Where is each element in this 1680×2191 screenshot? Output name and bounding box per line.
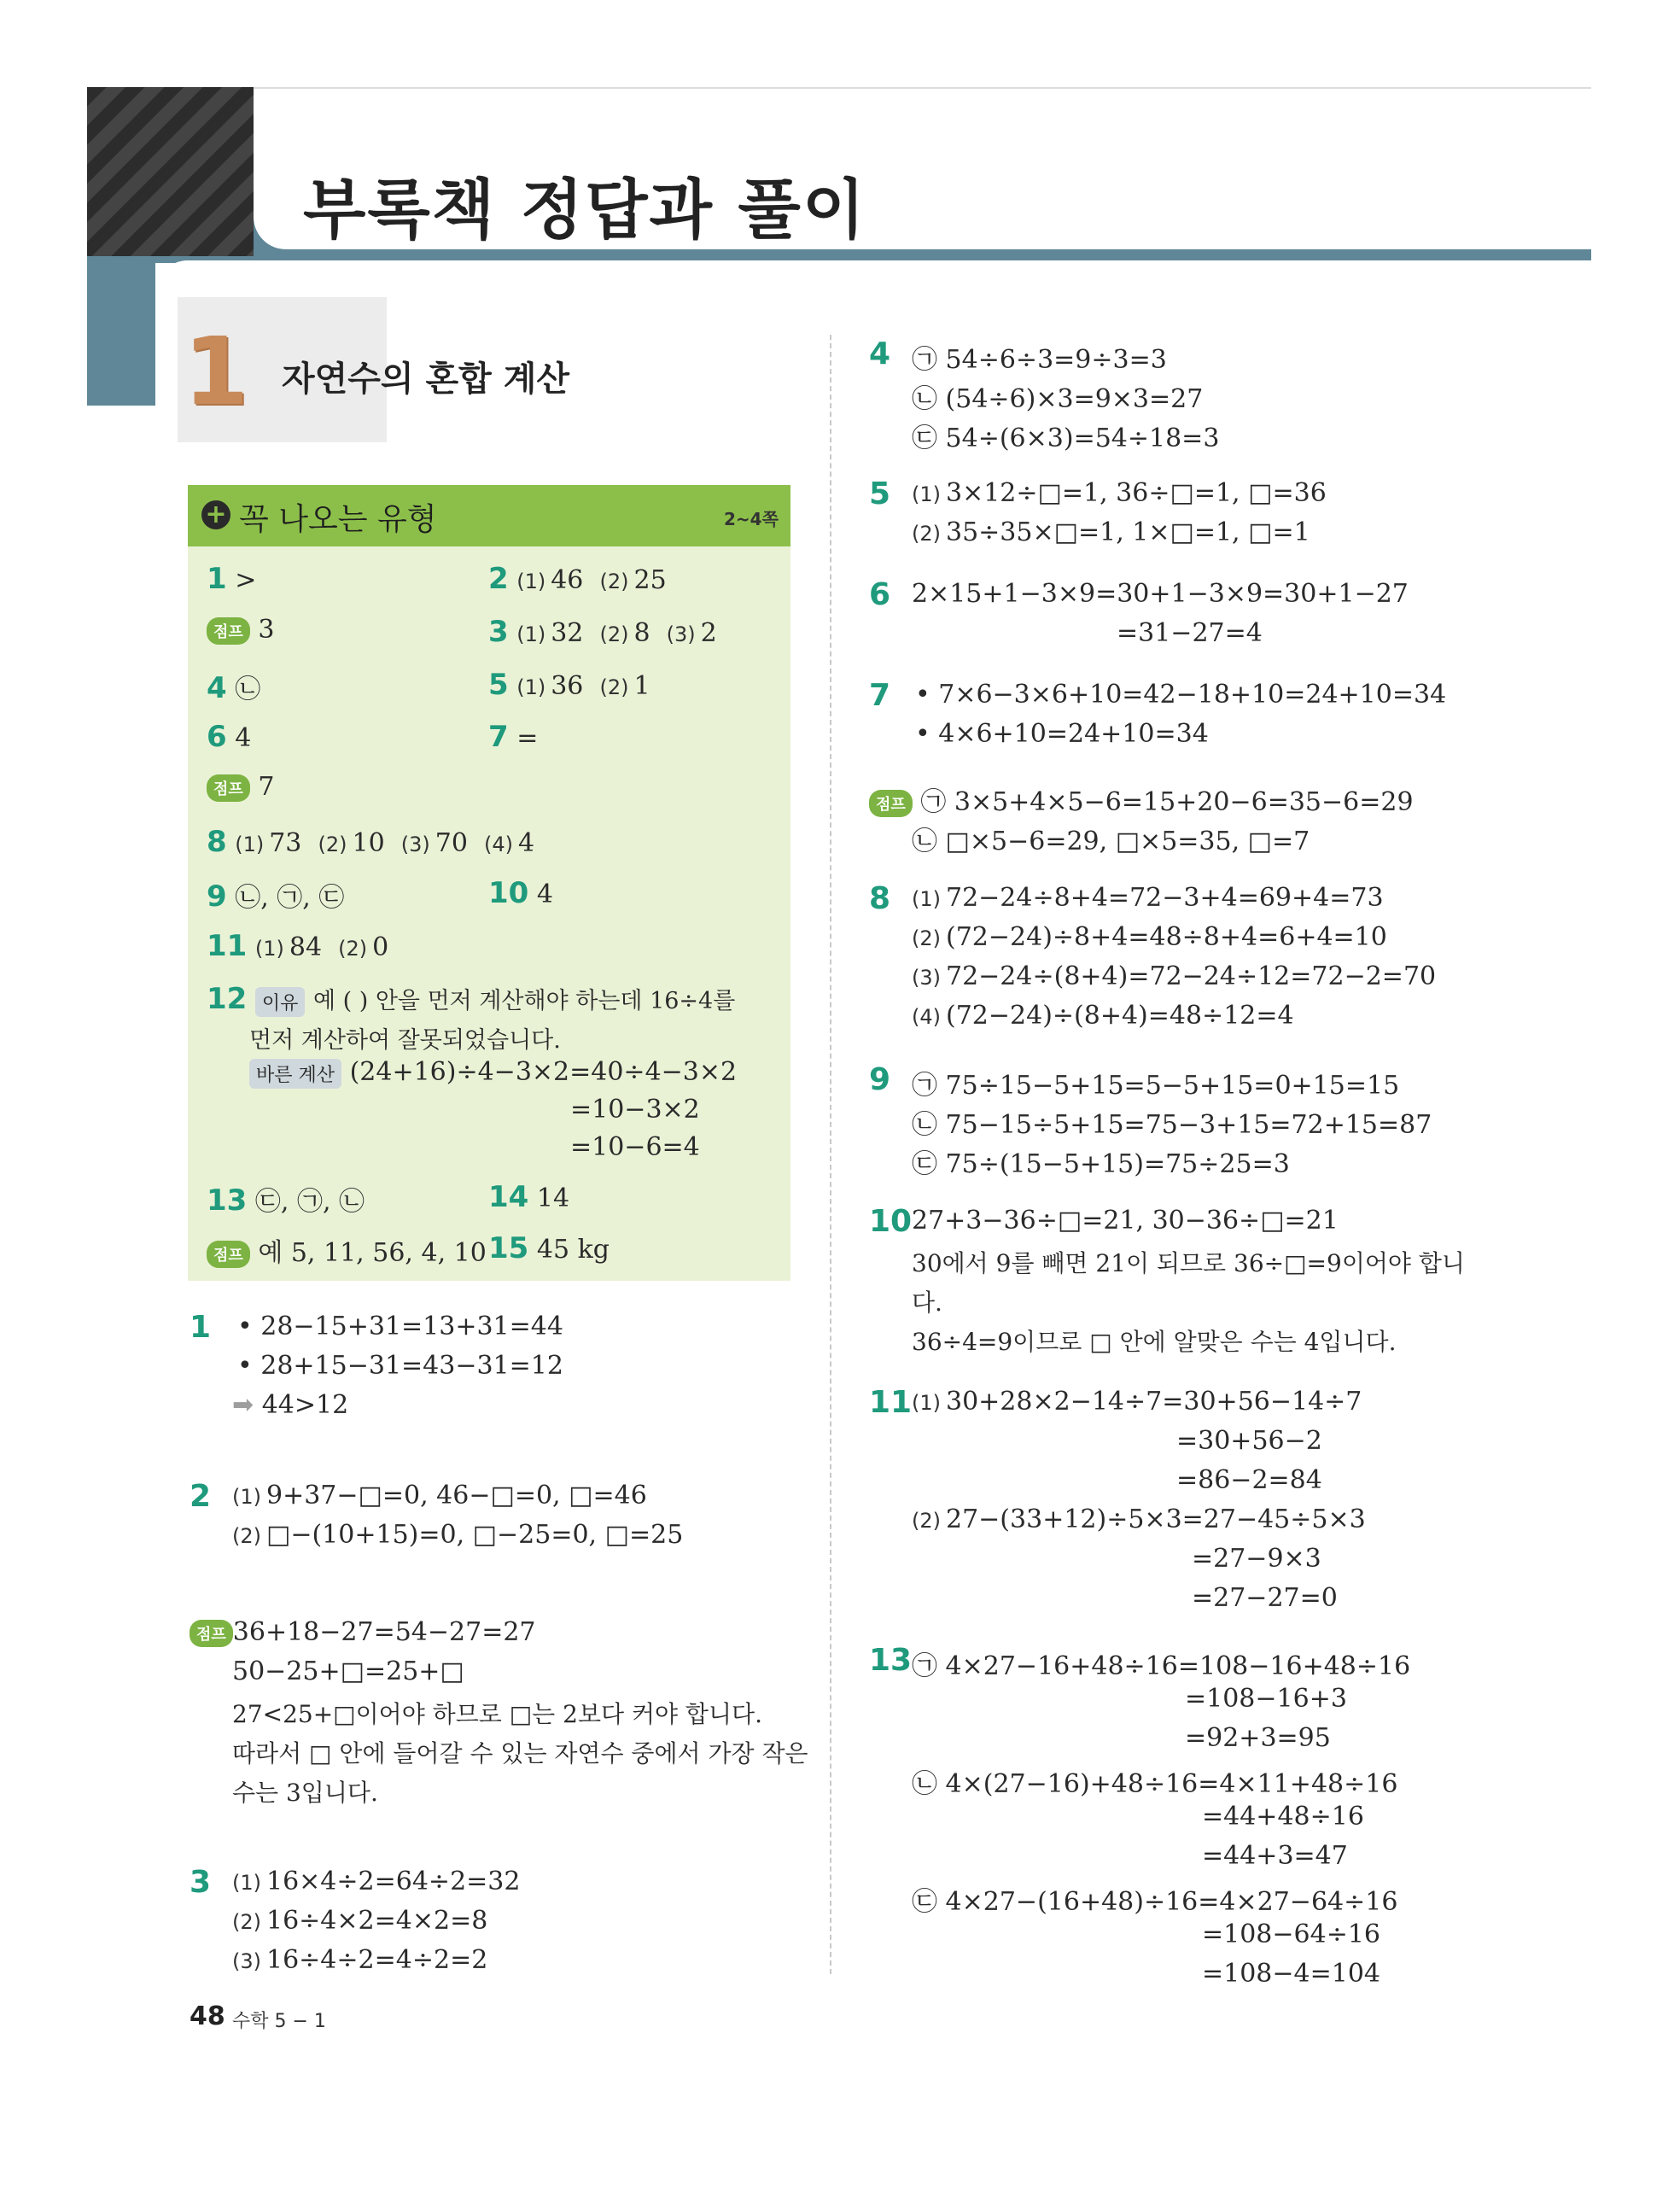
- answer-14: 14 14: [488, 1180, 570, 1214]
- answer-jump-2: 점프 7: [207, 772, 274, 802]
- solution-2-line1: (1) 9+37−□=0, 46−□=0, □=46: [232, 1481, 647, 1510]
- solution-jump-line5: 수는 3입니다.: [232, 1779, 378, 1807]
- solution-9-number: 9: [869, 1062, 891, 1097]
- jump-badge: 점프: [869, 790, 913, 817]
- solution-9-line1: ㉠ 75÷15−5+15=5−5+15=0+15=15: [912, 1071, 1400, 1101]
- calc-tag: 바른 계산: [249, 1059, 341, 1089]
- header-band-side: [87, 256, 155, 406]
- answer-box-title: 꼭 나오는 유형: [239, 502, 437, 537]
- solution-jump-line2: 50−25+□=25+□: [232, 1656, 464, 1686]
- solution-jump-line3: 27<25+□이어야 하므로 □는 2보다 커야 합니다.: [232, 1700, 762, 1728]
- solution-4-line3: ㉢ 54÷(6×3)=54÷18=3: [912, 424, 1220, 453]
- solution-13-line8: =108−64÷16: [1202, 1919, 1381, 1949]
- solution-13-line5: =44+48÷16: [1202, 1802, 1364, 1832]
- solution-jump-r-line1: 점프 ㉠ 3×5+4×5−6=15+20−6=35−6=29: [869, 780, 1414, 818]
- solution-8-line3: (3) 72−24÷(8+4)=72−24÷12=72−2=70: [912, 961, 1437, 991]
- solution-13-line1: ㉠ 4×27−16+48÷16=108−16+48÷16: [912, 1651, 1411, 1681]
- solution-13-number: 13: [869, 1643, 913, 1678]
- solution-1-line1: • 28−15+31=13+31=44: [237, 1312, 563, 1341]
- solution-6-line1: 2×15+1−3×9=30+1−3×9=30+1−27: [912, 579, 1409, 609]
- solution-13-line6: =44+3=47: [1202, 1841, 1348, 1871]
- solution-4-number: 4: [869, 336, 891, 371]
- solution-9-line3: ㉢ 75÷(15−5+15)=75÷25=3: [912, 1149, 1290, 1179]
- solution-3-line2: (2) 16÷4×2=4×2=8: [232, 1906, 488, 1936]
- solution-10-number: 10: [869, 1204, 913, 1239]
- solution-jump-line1: 점프 36+18−27=54−27=27: [190, 1617, 536, 1647]
- solution-13-line7: ㉢ 4×27−(16+48)÷16=4×27−64÷16: [912, 1887, 1398, 1917]
- jump-badge: 점프: [190, 1620, 233, 1647]
- answer-12-line2: 먼저 계산하여 잘못되었습니다.: [249, 1027, 561, 1054]
- solution-jump-r-line2: ㉡ □×5−6=29, □×5=35, □=7: [912, 827, 1310, 856]
- solution-1-line2: • 28+15−31=43−31=12: [237, 1351, 563, 1381]
- solution-13-line3: =92+3=95: [1185, 1723, 1331, 1753]
- solution-5-line2: (2) 35÷35×□=1, 1×□=1, □=1: [912, 517, 1310, 547]
- jump-badge: 점프: [207, 774, 250, 802]
- solution-11-line6: =27−27=0: [1192, 1583, 1338, 1613]
- solution-13-line4: ㉡ 4×(27−16)+48÷16=4×11+48÷16: [912, 1769, 1398, 1799]
- solution-11-line1: (1) 30+28×2−14÷7=30+56−14÷7: [912, 1387, 1362, 1417]
- solution-6-line2: =31−27=4: [1117, 618, 1263, 648]
- answer-11: 11 (1) 84 (2) 0: [207, 929, 389, 963]
- solution-11-line4: (2) 27−(33+12)÷5×3=27−45÷5×3: [912, 1504, 1366, 1534]
- answer-9: 9 ㉡, ㉠, ㉢: [207, 879, 345, 914]
- answer-6: 6 4: [207, 720, 252, 754]
- page-number: 48: [190, 2001, 225, 2031]
- solution-9-line2: ㉡ 75−15÷5+15=75−3+15=72+15=87: [912, 1110, 1432, 1140]
- answer-3: 3 (1) 32 (2) 8 (3) 2: [488, 615, 717, 649]
- answer-2: 2 (1) 46 (2) 25: [488, 562, 667, 596]
- answer-10: 10 4: [488, 876, 553, 910]
- footer-text: 수학 5 − 1: [232, 2011, 326, 2032]
- solution-10-line3: 다.: [912, 1288, 942, 1317]
- solution-2-number: 2: [190, 1479, 212, 1514]
- answer-12-calc-3: =10−6=4: [570, 1132, 700, 1162]
- solution-4-line1: ㉠ 54÷6÷3=9÷3=3: [912, 345, 1167, 375]
- solution-13-line9: =108−4=104: [1202, 1959, 1381, 1989]
- chapter-title: 자연수의 혼합 계산: [282, 359, 569, 399]
- solution-jump-line4: 따라서 □ 안에 들어갈 수 있는 자연수 중에서 가장 작은: [232, 1739, 808, 1767]
- answer-13: 13 ㉢, ㉠, ㉡: [207, 1183, 365, 1218]
- arrow-right-icon: ➡: [232, 1390, 254, 1420]
- solution-8-line4: (4) (72−24)÷(8+4)=48÷12=4: [912, 1001, 1294, 1031]
- solution-11-line2: =30+56−2: [1176, 1426, 1322, 1456]
- solution-11-number: 11: [869, 1385, 913, 1420]
- solution-13-line2: =108−16+3: [1185, 1684, 1347, 1714]
- answer-15: 15 45 kg: [488, 1231, 610, 1265]
- answer-12: 12 이유 예 ( ) 안을 먼저 계산해야 하는데 16÷4를: [207, 982, 736, 1016]
- jump-badge: 점프: [207, 617, 250, 645]
- answer-12-calc: 바른 계산 (24+16)÷4−3×2=40÷4−3×2: [249, 1057, 737, 1089]
- solution-6-number: 6: [869, 577, 891, 612]
- column-divider: [830, 335, 831, 1974]
- jump-badge: 점프: [207, 1241, 250, 1268]
- solution-8-number: 8: [869, 881, 891, 916]
- solution-7-number: 7: [869, 678, 891, 713]
- page-title: 부록책 정답과 풀이: [303, 172, 867, 248]
- header-top-line: [254, 87, 1591, 89]
- solution-7-line2: • 4×6+10=24+10=34: [915, 719, 1209, 749]
- header-stripe-decoration: [87, 87, 254, 256]
- solution-8-line2: (2) (72−24)÷8+4=48÷8+4=6+4=10: [912, 922, 1387, 952]
- solution-8-line1: (1) 72−24÷8+4=72−3+4=69+4=73: [912, 883, 1384, 913]
- reason-tag: 이유: [255, 987, 306, 1017]
- solution-5-line1: (1) 3×12÷□=1, 36÷□=1, □=36: [912, 478, 1327, 508]
- answer-8: 8 (1) 73 (2) 10 (3) 70 (4) 4: [207, 825, 535, 859]
- solution-3-line1: (1) 16×4÷2=64÷2=32: [232, 1867, 521, 1896]
- answer-4: 4 ㉡: [207, 671, 261, 705]
- solution-10-line2: 30에서 9를 빼면 21이 되므로 36÷□=9이어야 합니: [912, 1249, 1465, 1277]
- solution-1-number: 1: [190, 1310, 212, 1345]
- answer-12-calc-2: =10−3×2: [570, 1095, 700, 1125]
- chapter-number: 1: [183, 317, 249, 426]
- solution-2-line2: (2) □−(10+15)=0, □−25=0, □=25: [232, 1520, 684, 1550]
- solution-10-line4: 36÷4=9이므로 □ 안에 알맞은 수는 4입니다.: [912, 1328, 1397, 1356]
- solution-11-line3: =86−2=84: [1176, 1465, 1322, 1495]
- solution-10-line1: 27+3−36÷□=21, 30−36÷□=21: [912, 1206, 1339, 1236]
- answer-jump-3: 점프 예 5, 11, 56, 4, 10: [207, 1231, 487, 1269]
- solution-3-number: 3: [190, 1865, 212, 1900]
- solution-4-line2: ㉡ (54÷6)×3=9×3=27: [912, 384, 1204, 414]
- solution-5-number: 5: [869, 476, 891, 511]
- solution-7-line1: • 7×6−3×6+10=42−18+10=24+10=34: [915, 680, 1447, 710]
- answer-jump-1: 점프 3: [207, 615, 274, 645]
- answer-5: 5 (1) 36 (2) 1: [488, 668, 650, 702]
- answer-box-range: 2~4쪽: [724, 509, 779, 529]
- plus-icon: +: [201, 500, 230, 529]
- solution-3-line3: (3) 16÷4÷2=4÷2=2: [232, 1945, 488, 1975]
- solution-11-line5: =27−9×3: [1192, 1544, 1321, 1574]
- solution-1-line3: ➡ 44>12: [232, 1390, 349, 1420]
- answer-1: 1 >: [207, 562, 257, 596]
- answer-7: 7 =: [488, 720, 539, 754]
